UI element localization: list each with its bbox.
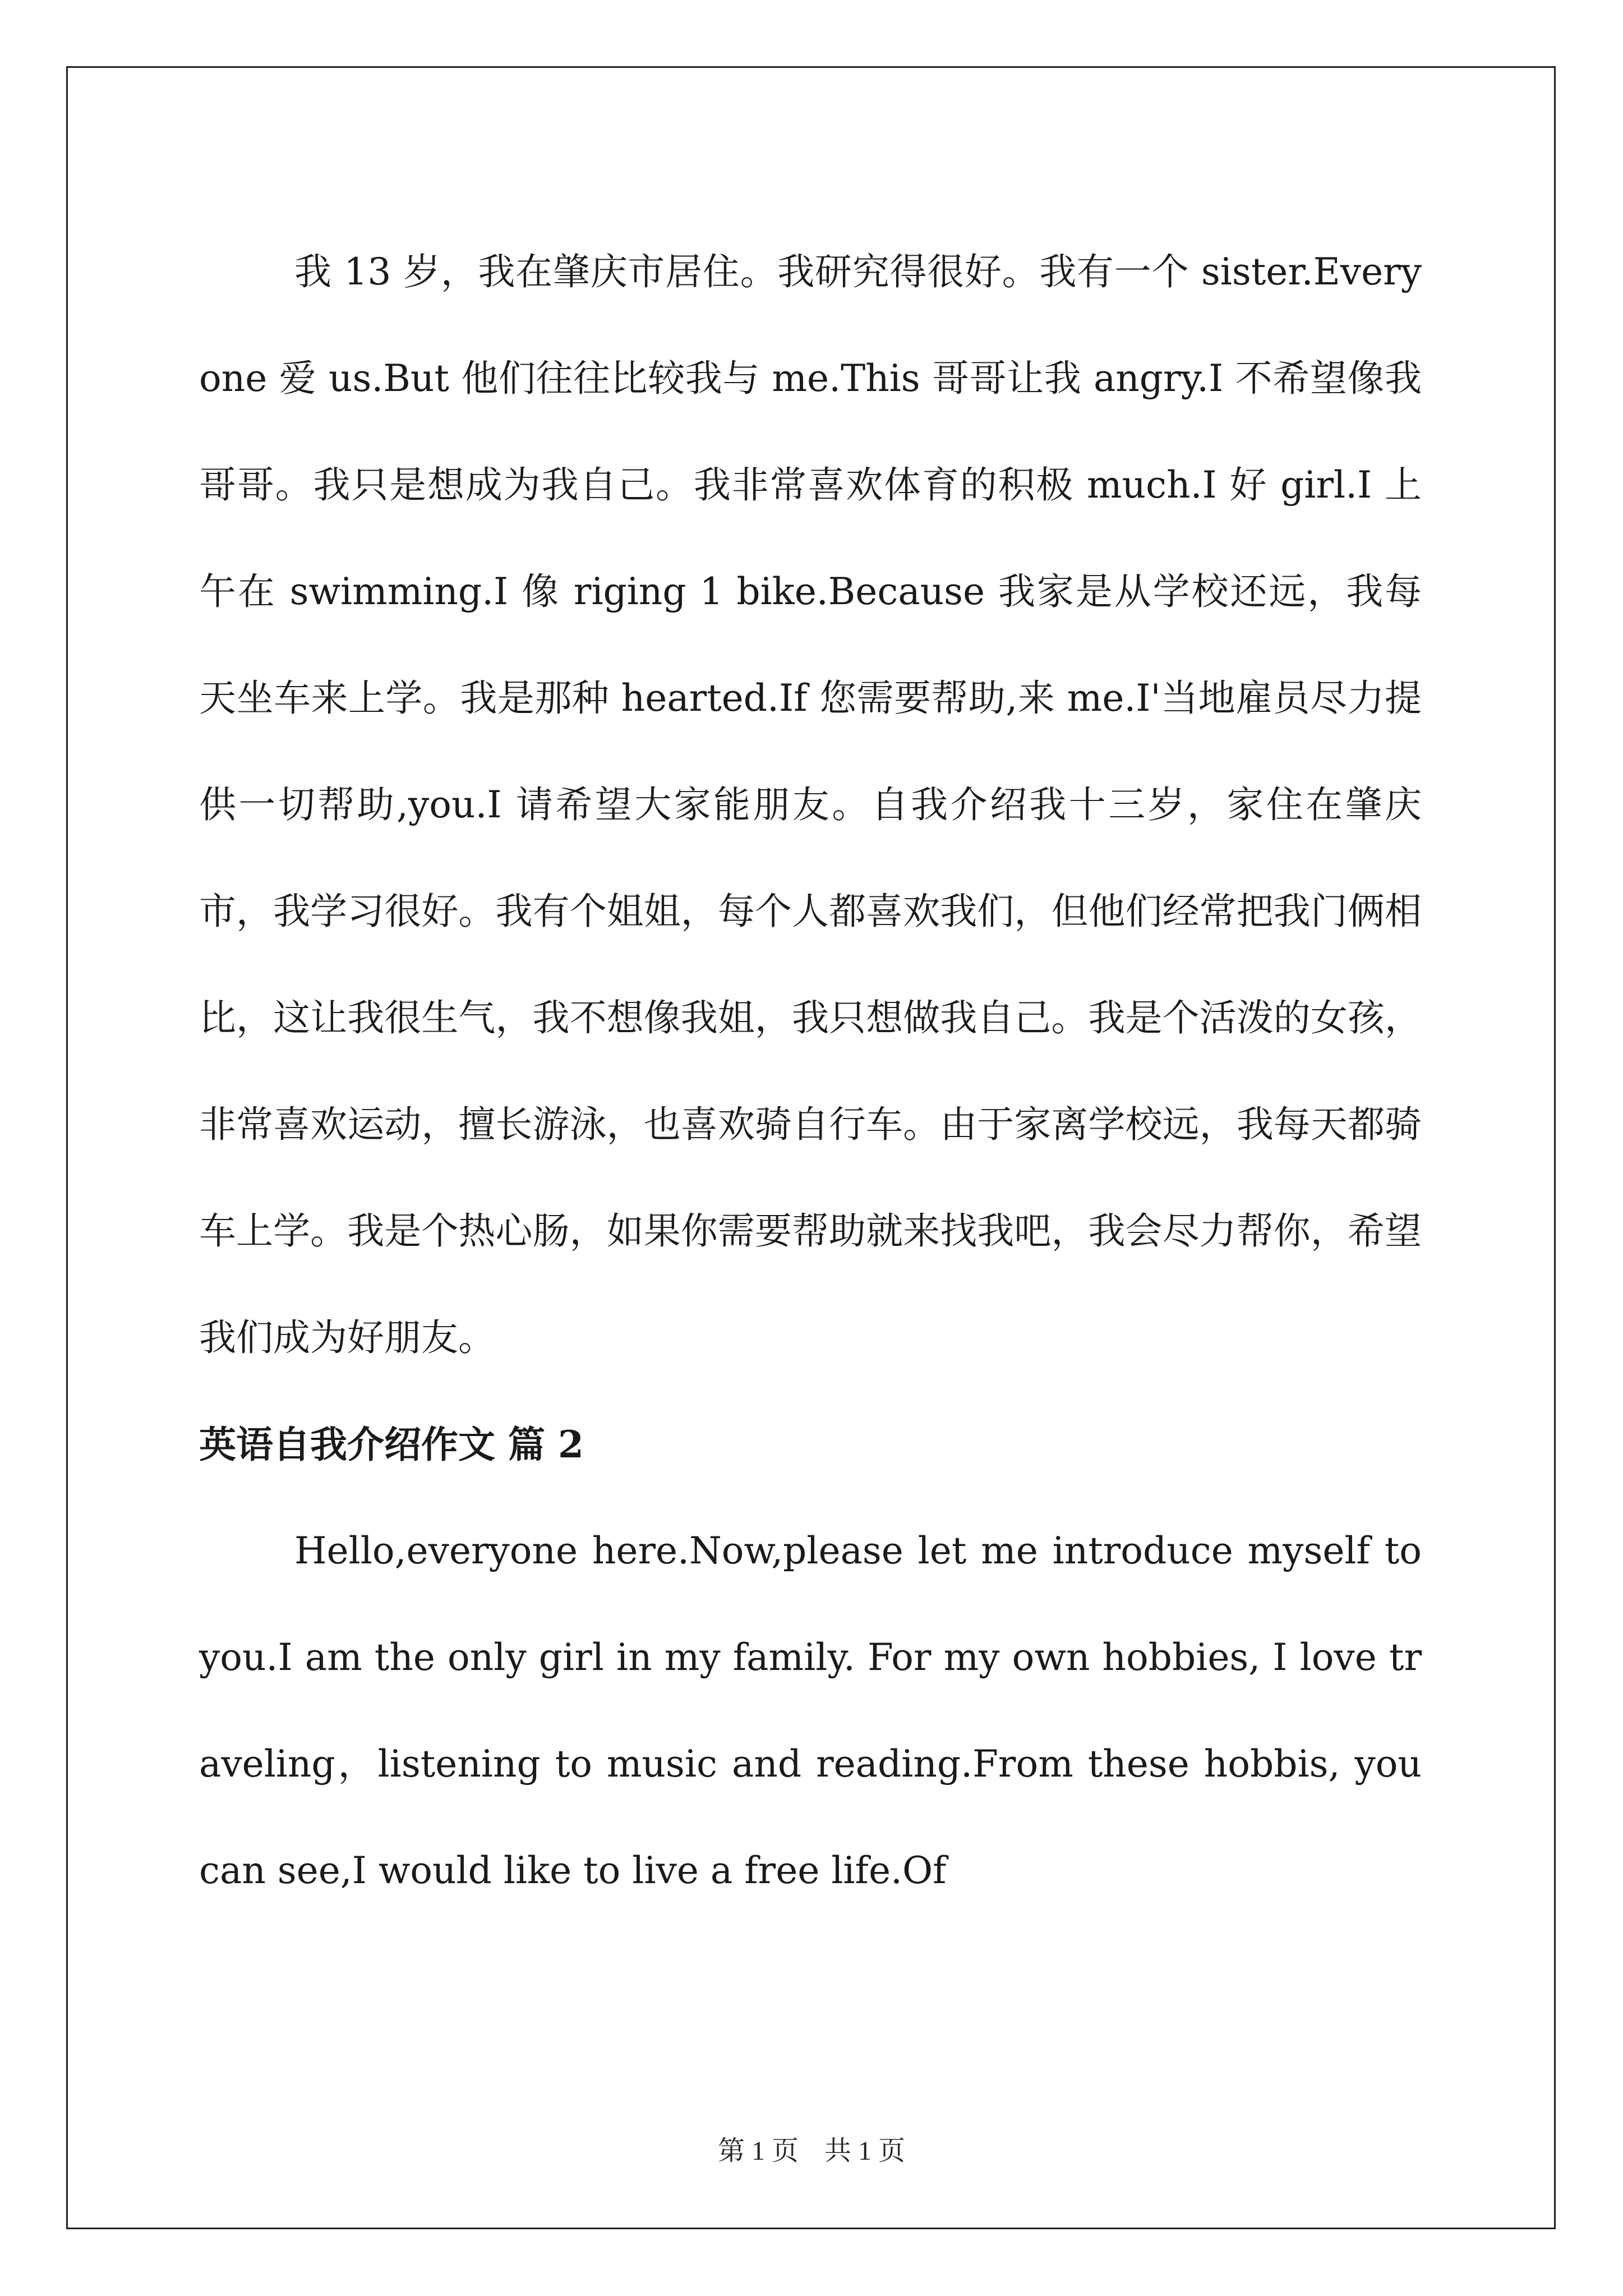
section-heading: 英语自我介绍作文 篇 2 <box>199 1423 584 1466</box>
page-number: 第 1 页 <box>717 2136 799 2166</box>
paragraph-intro-chinese: 我 13 岁，我在肇庆市居住。我研究得很好。我有一个 sister.Everyone 爱 us.But 他们往往比较我与 me.This 哥哥让我 angry.I 不希望像我哥哥。我只是想成为我自己。我非常喜欢体育的积极 much.I 好 girl.I 上午在 swimming.I 像 riging 1 bike.Because 我家是从学校还远，我每天坐车来上学。我是那种 hearted.If 您需要帮助,来 me.I'当地雇员尽力提供一切帮助,you.I 请希望大家能朋友。自我介绍我十三岁，家住在肇庆市，我学习很好。我有个姐姐，每个人都喜欢我们，但他们经常把我门俩相比，这让我很生气，我不想像我姐，我只想做我自己。我是个活泼的女孩，非常喜欢运动，擅长游泳，也喜欢骑自行车。由于家离学校远，我每天都骑车上学。我是个热心肠，如果你需要帮助就来找我吧，我会尽力帮你，希望我们成为好朋友。 <box>199 250 1422 1359</box>
page-total: 共 1 页 <box>824 2136 906 2166</box>
document-body <box>199 219 1422 1924</box>
page-footer <box>0 2129 1623 2168</box>
paragraph-intro-english: Hello,everyone here.Now,please let me introduce myself to you.I am the only girl in my family. For my own hobbies, I love traveling，listening to music and reading.From these hobbis, you can see,I would like to live a free life.Of <box>199 1529 1422 1892</box>
